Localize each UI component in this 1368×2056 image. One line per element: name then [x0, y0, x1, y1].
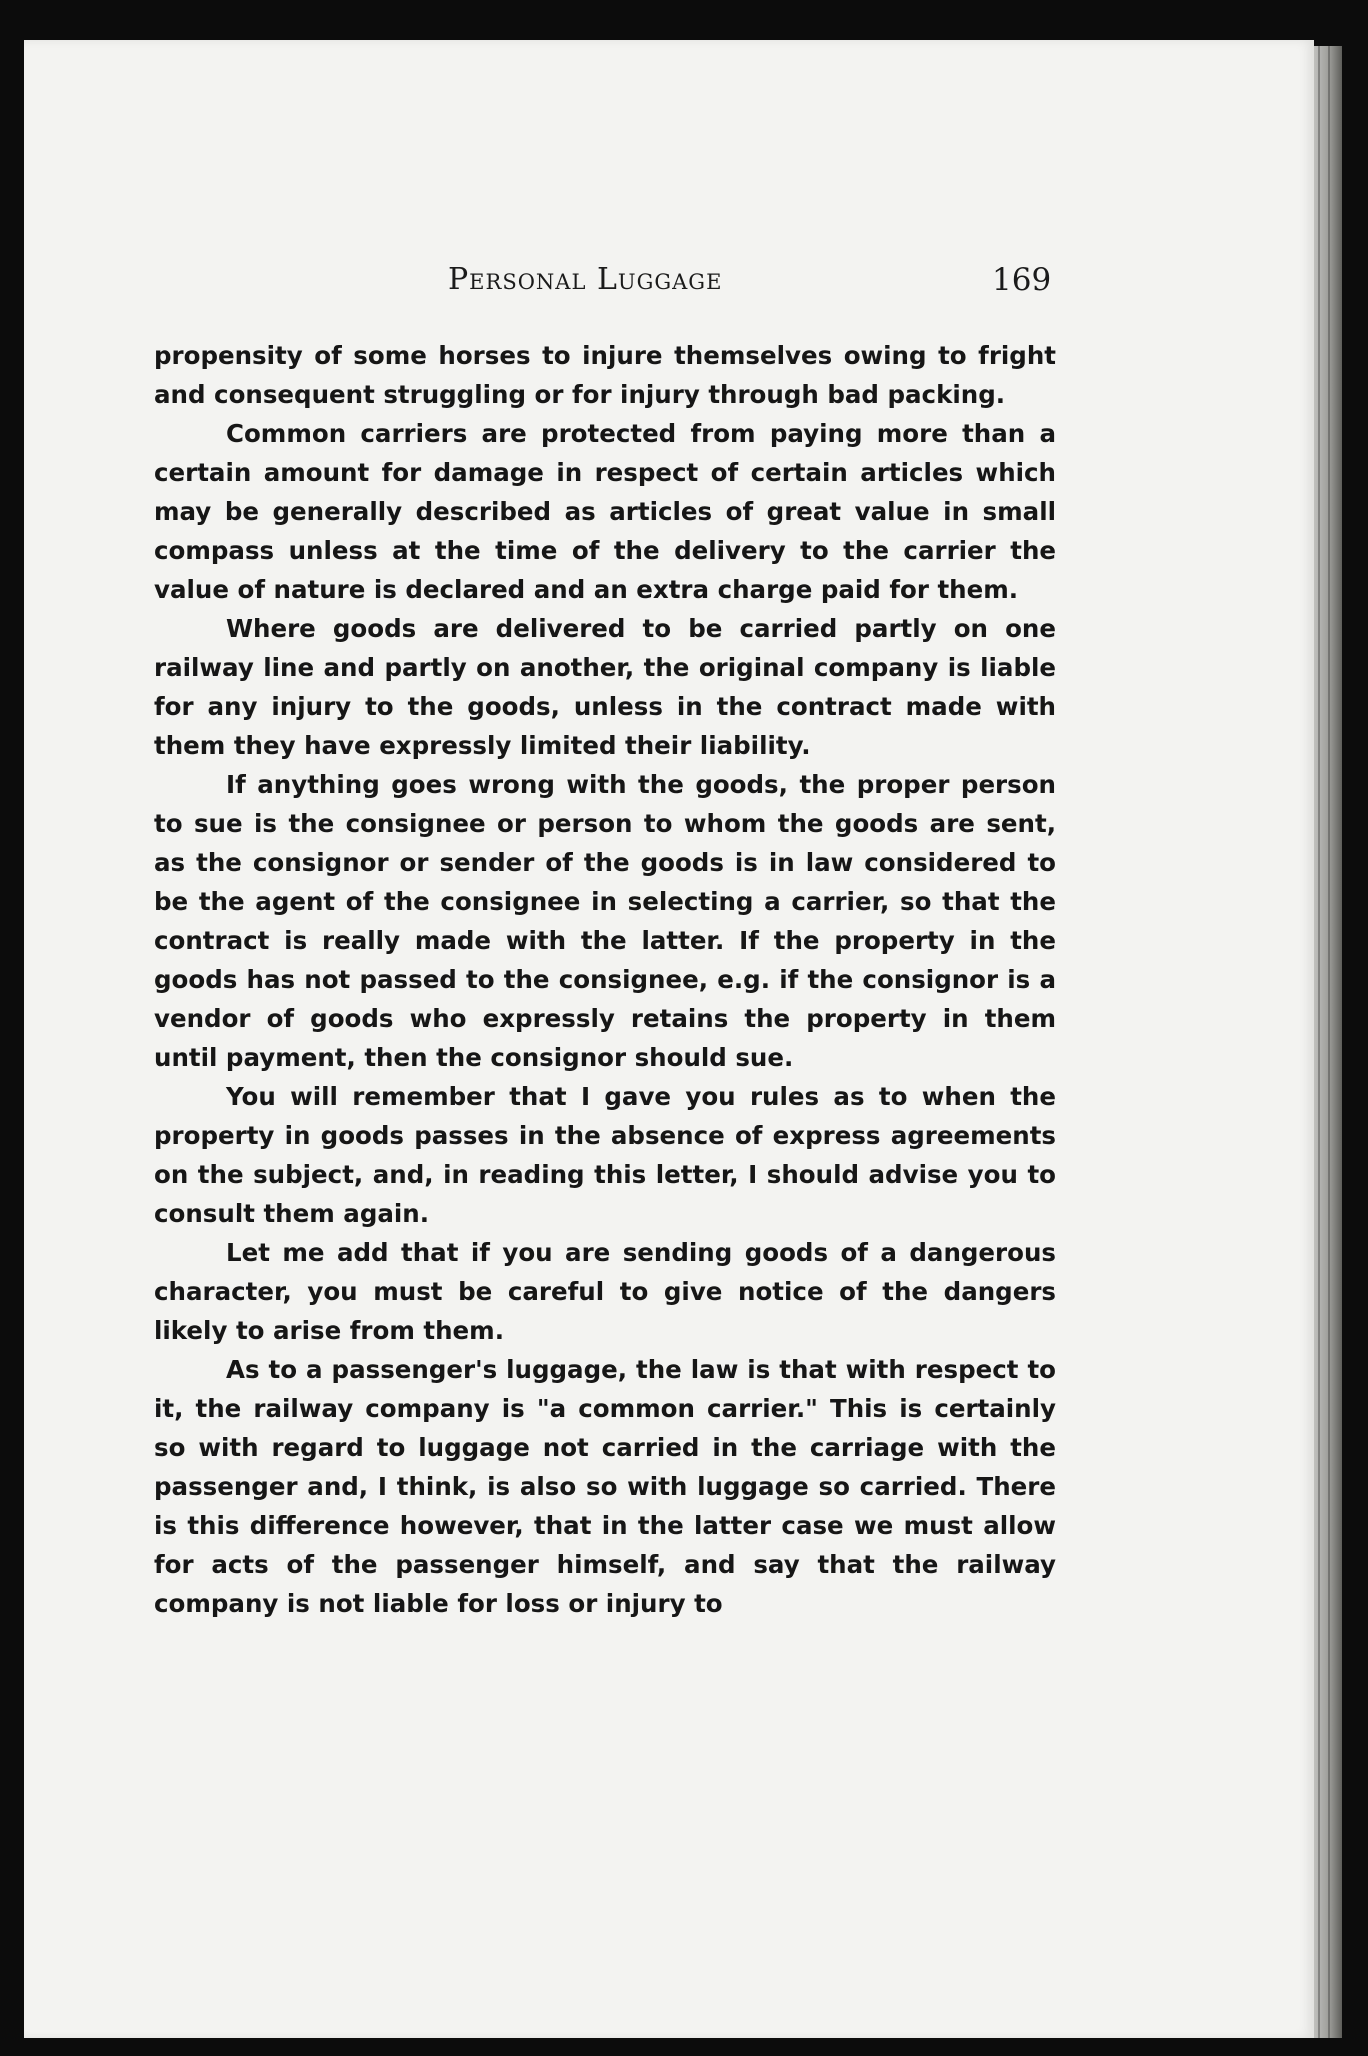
page-edge-line — [1328, 46, 1330, 2038]
book-page — [24, 40, 1314, 2038]
page-number: 169 — [992, 262, 1052, 298]
paragraph: Let me add that if you are sending goods of a dangerous character, you must be careful to give notice of the dangers likely to arise from them. — [154, 1238, 1056, 1345]
paragraph: Common carriers are protected from paying more than a certain amount for damage in respect of certain articles which may be generally described as articles of great value in small compass unless at the time of the delivery to the carrier the value of nature is declared and an extra charge paid for them. — [154, 419, 1056, 604]
running-title — [448, 262, 722, 297]
body-text — [154, 336, 1056, 1623]
page-header — [24, 262, 1314, 306]
paragraph: If anything goes wrong with the goods, the proper person to sue is the consignee or person to whom the goods are sent, as the consignor or sender of the goods is in law considered to be the agent of the consignee in selecting a carrier, so that the contract is really made with the latter. If the property in the goods has not passed to the consignee, e.g. if the consignor is a vendor of goods who expressly retains the property in them until payment, then the consignor should sue. — [154, 770, 1056, 1072]
paragraph-continued: propensity of some horses to injure themselves owing to fright and consequent struggling or for injury through bad packing. — [154, 341, 1056, 409]
page-edge-line — [1318, 46, 1320, 2038]
running-title-text: Personal Luggage — [448, 262, 723, 297]
paragraph: As to a passenger's luggage, the law is that with respect to it, the railway company is "a common carrier." This is certainly so with regard to luggage not carried in the carriage with the passenger and, I think, is also so with luggage so carried. There is this difference however, that in the latter case we must allow for acts of the passenger himself, and say that the railway company is not liable for loss or injury to — [154, 1355, 1056, 1618]
paragraph: You will remember that I gave you rules as to when the property in goods passes in the absence of express agreements on the subject, and, in reading this letter, I should advise you to consult them again. — [154, 1082, 1056, 1228]
paragraph: Where goods are delivered to be carried partly on one railway line and partly on another, the original company is liable for any injury to the goods, unless in the contract made with them they have expressly limited their liability. — [154, 614, 1056, 760]
